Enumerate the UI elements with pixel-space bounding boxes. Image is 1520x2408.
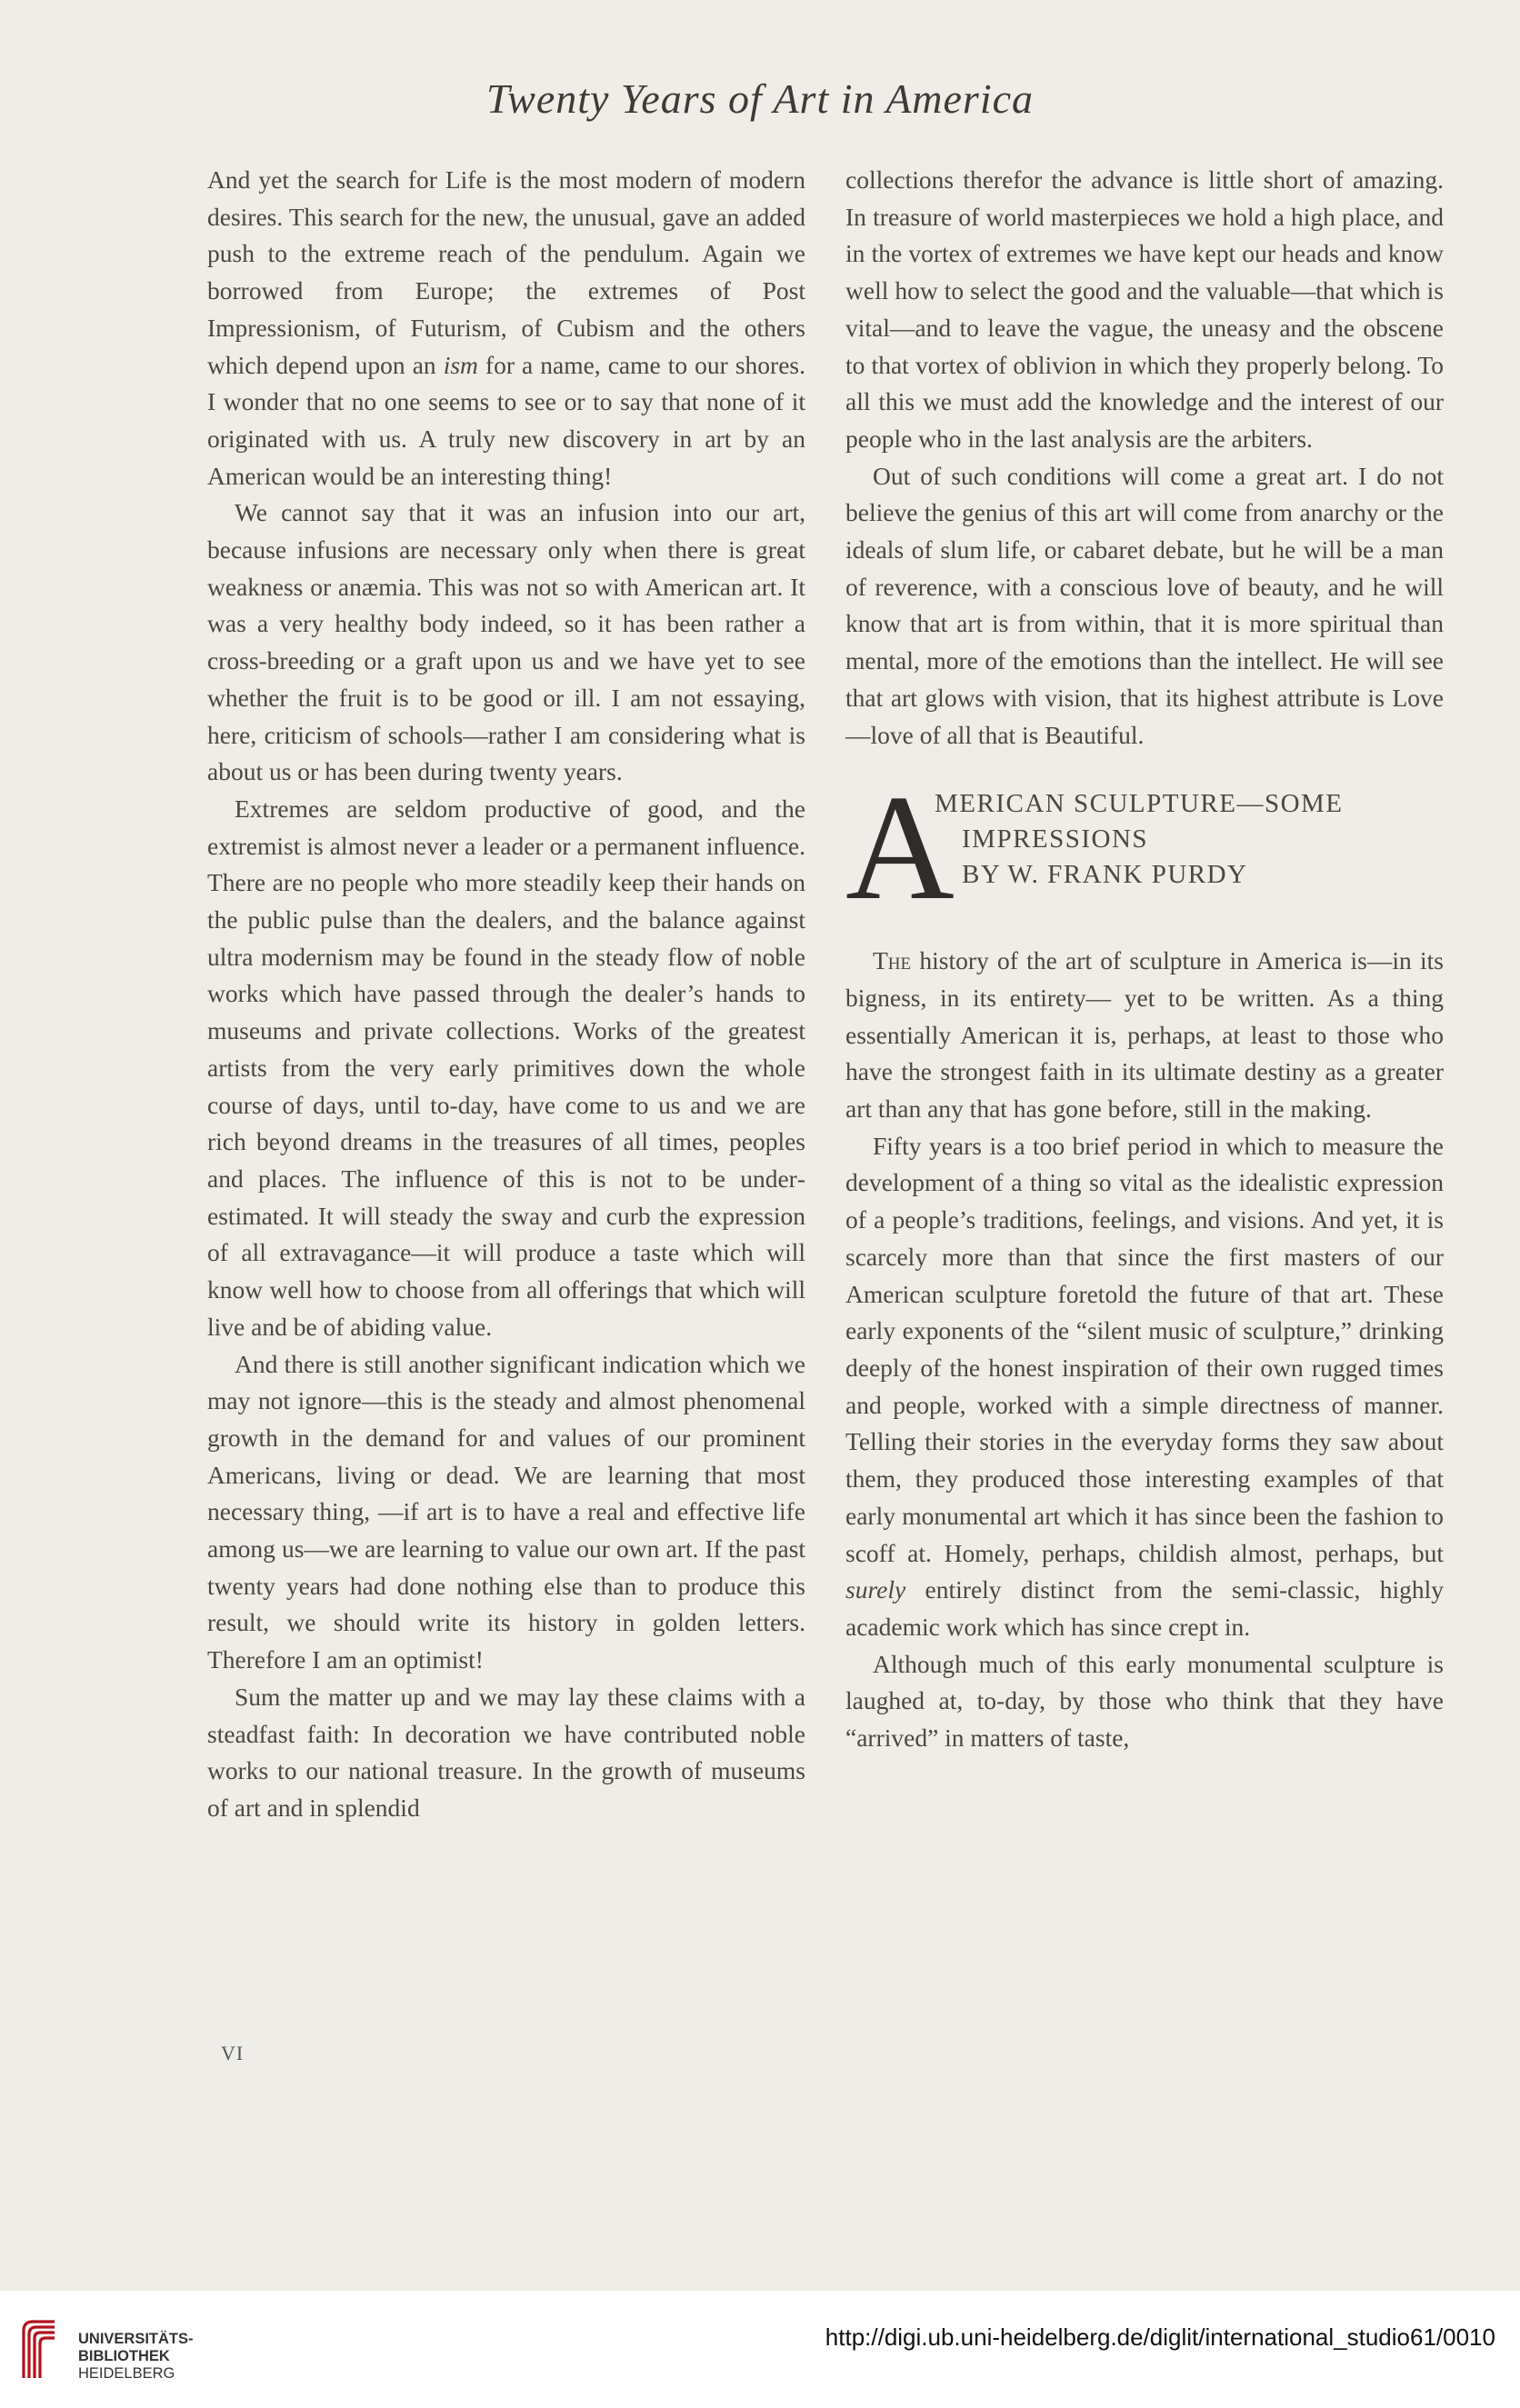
right-column	[845, 162, 1444, 1757]
source-url-link[interactable]: http://digi.ub.uni-heidelberg.de/diglit/international_studio61/0010	[825, 2323, 1495, 2351]
institution-line: UNIVERSITÄTS-	[78, 2331, 194, 2347]
paragraph: We cannot say that it was an infusion into our art, because infusions are necessary only when there is great weakness or anæmia. This was not so with American art. It was a very healthy body indeed, so it has been rather a cross-breeding or a graft upon us and we have yet to see whether the fruit is to be good or ill. I am not essaying, here, criticism of schools—rather I am considering what is about us or has been during twenty years.	[207, 498, 805, 786]
paragraph: Extremes are seldom productive of good, and the extremist is almost never a leader or a permanent influence. There are no people who more steadily keep their hands on the public pulse than the dealers, and the balance against ultra modernism may be found in the steady flow of noble works which have passed through the dealer’s hands to museums and private collections. Works of the greatest artists from the very early primitives down the whole course of days, until to-day, have come to us and we are rich beyond dreams in the treasures of all times, peoples and places. The influence of this is not to be underestimated. It will steady the sway and curb the expression of all extravagance—it will produce a taste which will know well how to choose from all offerings that which will live and be of abiding value.	[207, 794, 805, 1341]
institution-line: HEIDELBERG	[78, 2365, 175, 2382]
institution-line: BIBLIOTHEK	[78, 2348, 170, 2364]
lead-word: The	[873, 946, 912, 975]
article-title-line: MERICAN SCULPTURE—SOME	[935, 789, 1344, 819]
paragraph: Sum the matter up and we may lay these claims with a steadfast faith: In decoration we have contributed noble works to our national treasure. In the growth of museums of art and in splendid	[207, 1682, 805, 1822]
page-number: VI	[221, 2042, 245, 2064]
article-heading	[845, 764, 1444, 932]
paragraph: collections therefor the advance is little short of amazing. In treasure of world masterpieces we hold a high place, and in the vortex of extremes we have kept our heads and know well how to select the good and the valuable—that which is vital—and to leave the vague, the uneasy and the obscene to that vortex of oblivion in which they properly belong. To all this we must add the knowledge and the interest of our people who in the last analysis are the arbiters.	[845, 165, 1444, 453]
paragraph: Out of such conditions will come a great art. I do not believe the genius of this art will come from anarchy or the ideals of slum life, or cabaret debate, but he will be a man of reverence, with a conscious love of beauty, and he will know that art is from within, that it is more spiritual than mental, more of the emotions than the intellect. He will see that art glows with vision, that its highest attribute is Love—love of all that is Beautiful.	[845, 461, 1444, 749]
library-logo-icon	[15, 2314, 62, 2387]
running-header: Twenty Years of Art in America	[485, 75, 1035, 122]
paragraph: Fifty years is a too brief period in which to measure the development of a thing so vital as the idealistic expression of a people’s traditions, feelings, and visions. And yet, it is scarcely more than that since the first masters of our American sculpture foretold the future of that art. These early exponents of the “silent music of sculpture,” drinking deeply of the honest inspiration of their own rugged times and people, worked with a simple directness of manner. Telling their stories in the everyday forms they saw about them, they produced those interesting examples of that early monumental art which it has since been the fashion to scoff at. Homely, perhaps, childish almost, perhaps, but surely entirely distinct from the semi-classic, highly academic work which has since crept in.	[845, 1131, 1444, 1641]
italic-word: ism	[443, 350, 478, 379]
article-title-line: IMPRESSIONS	[962, 824, 1149, 854]
paragraph	[845, 943, 1444, 1128]
article-byline: BY W. FRANK PURDY	[962, 860, 1248, 890]
italic-word: surely	[845, 1575, 906, 1604]
article-title	[935, 786, 1444, 893]
drop-cap: A	[845, 764, 955, 932]
paragraph: And yet the search for Life is the most modern of modern desires. This search for the new, the unusual, gave an added push to the extreme reach of the pendulum. Again we borrowed from Europe; the extremes of Post Impressionism, of Futurism, of Cubism and the others which depend upon an ism for a name, came to our shores. I wonder that no one seems to see or to say that none of it originated with us. A truly new discovery in art by an American would be an interesting thing!	[207, 165, 805, 490]
paragraph-text: history of the art of sculpture in America is—in its bigness, in its entirety— yet to be written. As a thing essentially American it is, perhaps, at least to those who have the strongest faith in its ultimate destiny as a greater art than any that has gone before, still in the making.	[845, 946, 1444, 1124]
left-column	[207, 162, 805, 1827]
footer-bar	[0, 2291, 1520, 2408]
institution-name	[78, 2331, 194, 2383]
paragraph: And there is still another significant indication which we may not ignore—this is the steady and almost phenomenal growth in the demand for and values of our prominent Americans, living or dead. We are learning that most necessary thing, —if art is to have a real and effective life among us—we are learning to value our own art. If the past twenty years had done nothing else than to produce this result, we should write its history in golden letters. Therefore I am an optimist!	[207, 1349, 805, 1674]
paragraph: Although much of this early monumental sculpture is laughed at, to-day, by those who think that they have “arrived” in matters of taste,	[845, 1649, 1444, 1753]
